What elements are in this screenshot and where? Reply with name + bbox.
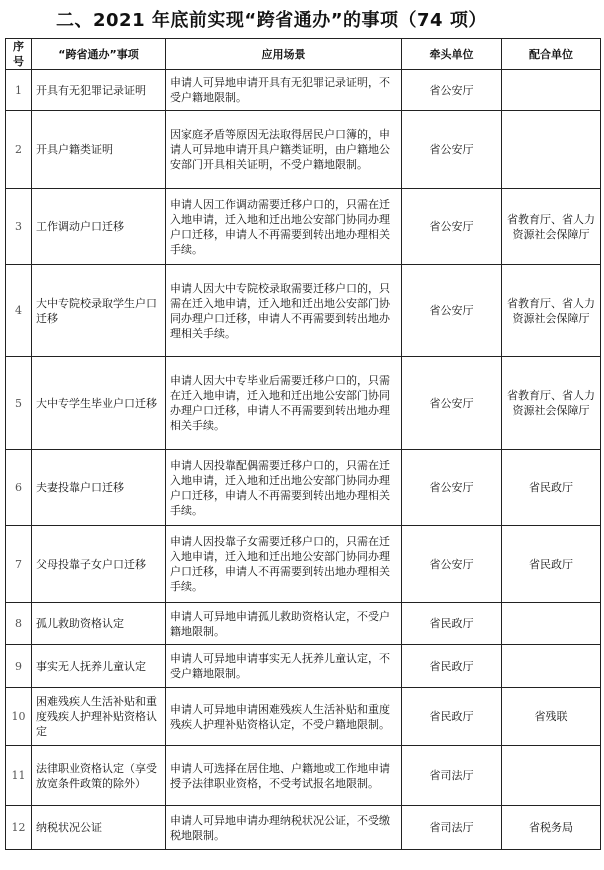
row-number: 2 xyxy=(6,111,32,189)
application-scene: 申请人可选择在居住地、户籍地或工作地申请授予法律职业资格，不受考试报名地限制。 xyxy=(166,746,402,806)
cooperating-unit: 省民政厅 xyxy=(502,450,601,526)
row-number: 3 xyxy=(6,189,32,265)
row-number: 6 xyxy=(6,450,32,526)
matter-name: 开具有无犯罪记录证明 xyxy=(32,70,166,111)
lead-unit: 省公安厅 xyxy=(402,265,502,357)
lead-unit: 省民政厅 xyxy=(402,603,502,645)
application-scene: 申请人因大中专毕业后需要迁移户口的，只需在迁入地申请，迁入地和迁出地公安部门协同办理户口迁移，申请人不再需要到转出地办理相关手续。 xyxy=(166,357,402,450)
cooperating-unit: 省税务局 xyxy=(502,806,601,850)
cooperating-unit xyxy=(502,70,601,111)
table-row xyxy=(6,526,601,603)
application-scene: 申请人因投靠配偶需要迁移户口的，只需在迁入地申请，迁入地和迁出地公安部门协同办理户口迁移，申请人不再需要到转出地办理相关手续。 xyxy=(166,450,402,526)
table-row xyxy=(6,111,601,189)
row-number: 7 xyxy=(6,526,32,603)
header-matter: “跨省通办”事项 xyxy=(32,39,166,70)
matters-table xyxy=(5,38,601,850)
table-row xyxy=(6,70,601,111)
matter-name: 开具户籍类证明 xyxy=(32,111,166,189)
application-scene: 申请人可异地申请开具有无犯罪记录证明，不受户籍地限制。 xyxy=(166,70,402,111)
matter-name: 纳税状况公证 xyxy=(32,806,166,850)
matter-name: 大中专院校录取学生户口迁移 xyxy=(32,265,166,357)
lead-unit: 省司法厅 xyxy=(402,746,502,806)
table-row xyxy=(6,688,601,746)
header-lead: 牵头单位 xyxy=(402,39,502,70)
table-row xyxy=(6,265,601,357)
table-row xyxy=(6,806,601,850)
header-no: 序号 xyxy=(6,39,32,70)
matter-name: 孤儿救助资格认定 xyxy=(32,603,166,645)
table-header-row xyxy=(6,39,601,70)
lead-unit: 省民政厅 xyxy=(402,688,502,746)
table-row xyxy=(6,189,601,265)
cooperating-unit xyxy=(502,746,601,806)
cooperating-unit: 省民政厅 xyxy=(502,526,601,603)
row-number: 1 xyxy=(6,70,32,111)
cooperating-unit: 省教育厅、省人力资源社会保障厅 xyxy=(502,265,601,357)
matter-name: 法律职业资格认定（享受放宽条件政策的除外） xyxy=(32,746,166,806)
lead-unit: 省公安厅 xyxy=(402,526,502,603)
cooperating-unit: 省教育厅、省人力资源社会保障厅 xyxy=(502,189,601,265)
application-scene: 申请人因投靠子女需要迁移户口的，只需在迁入地申请，迁入地和迁出地公安部门协同办理户口迁移，申请人不再需要到转出地办理相关手续。 xyxy=(166,526,402,603)
cooperating-unit xyxy=(502,645,601,688)
lead-unit: 省公安厅 xyxy=(402,189,502,265)
row-number: 4 xyxy=(6,265,32,357)
matter-name: 父母投靠子女户口迁移 xyxy=(32,526,166,603)
matter-name: 大中专学生毕业户口迁移 xyxy=(32,357,166,450)
application-scene: 因家庭矛盾等原因无法取得居民户口簿的，申请人可异地申请开具户籍类证明，由户籍地公安部门开具相关证明，不受户籍地限制。 xyxy=(166,111,402,189)
application-scene: 申请人可异地申请办理纳税状况公证，不受缴税地限制。 xyxy=(166,806,402,850)
lead-unit: 省公安厅 xyxy=(402,357,502,450)
lead-unit: 省公安厅 xyxy=(402,70,502,111)
header-coop: 配合单位 xyxy=(502,39,601,70)
matter-name: 夫妻投靠户口迁移 xyxy=(32,450,166,526)
table-row xyxy=(6,450,601,526)
row-number: 5 xyxy=(6,357,32,450)
cooperating-unit xyxy=(502,111,601,189)
matter-name: 困难残疾人生活补贴和重度残疾人护理补贴资格认定 xyxy=(32,688,166,746)
row-number: 8 xyxy=(6,603,32,645)
row-number: 12 xyxy=(6,806,32,850)
cooperating-unit: 省残联 xyxy=(502,688,601,746)
table-row xyxy=(6,645,601,688)
lead-unit: 省公安厅 xyxy=(402,111,502,189)
page-title: 二、2021 年底前实现“跨省通办”的事项（74 项） xyxy=(56,10,487,31)
row-number: 10 xyxy=(6,688,32,746)
cooperating-unit xyxy=(502,603,601,645)
application-scene: 申请人可异地申请困难残疾人生活补贴和重度残疾人护理补贴资格认定，不受户籍地限制。 xyxy=(166,688,402,746)
lead-unit: 省司法厅 xyxy=(402,806,502,850)
application-scene: 申请人可异地申请事实无人抚养儿童认定，不受户籍地限制。 xyxy=(166,645,402,688)
table-row xyxy=(6,603,601,645)
cooperating-unit: 省教育厅、省人力资源社会保障厅 xyxy=(502,357,601,450)
lead-unit: 省公安厅 xyxy=(402,450,502,526)
matter-name: 工作调动户口迁移 xyxy=(32,189,166,265)
table-row xyxy=(6,746,601,806)
application-scene: 申请人因大中专院校录取需要迁移户口的，只需在迁入地申请，迁入地和迁出地公安部门协同办理户口迁移，申请人不再需要到转出地办理相关手续。 xyxy=(166,265,402,357)
lead-unit: 省民政厅 xyxy=(402,645,502,688)
table-row xyxy=(6,357,601,450)
row-number: 11 xyxy=(6,746,32,806)
application-scene: 申请人因工作调动需要迁移户口的，只需在迁入地申请，迁入地和迁出地公安部门协同办理户口迁移，申请人不再需要到转出地办理相关手续。 xyxy=(166,189,402,265)
application-scene: 申请人可异地申请孤儿救助资格认定，不受户籍地限制。 xyxy=(166,603,402,645)
header-scene: 应用场景 xyxy=(166,39,402,70)
row-number: 9 xyxy=(6,645,32,688)
matter-name: 事实无人抚养儿童认定 xyxy=(32,645,166,688)
